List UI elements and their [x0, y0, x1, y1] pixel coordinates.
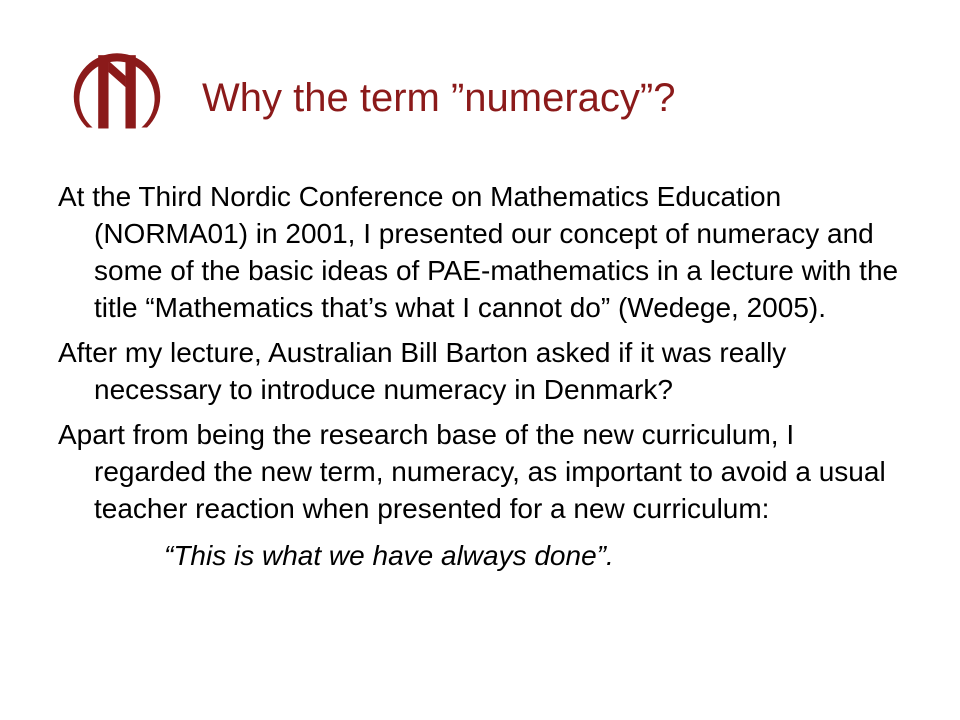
body-paragraph: Apart from being the research base of the new curriculum, I regarded the new term, numeracy, as important to avoid a usual teacher reaction when presented for a new curriculum:: [58, 419, 886, 524]
slide-body: [58, 178, 908, 574]
body-paragraph: At the Third Nordic Conference on Mathematics Education (NORMA01) in 2001, I presented our concept of numeracy and some of the basic ideas of PAE-mathematics in a lecture with the title “Mathematics that’s what I cannot do” (Wedege, 2005).: [58, 181, 899, 323]
university-logo-icon: [70, 42, 164, 136]
slide-title: Why the term ”numeracy”?: [202, 76, 676, 120]
body-paragraph: After my lecture, Australian Bill Barton asked if it was really necessary to introduce numeracy in Denmark?: [58, 337, 787, 405]
teacher-reaction-quote: “This is what we have always done”.: [164, 540, 614, 571]
